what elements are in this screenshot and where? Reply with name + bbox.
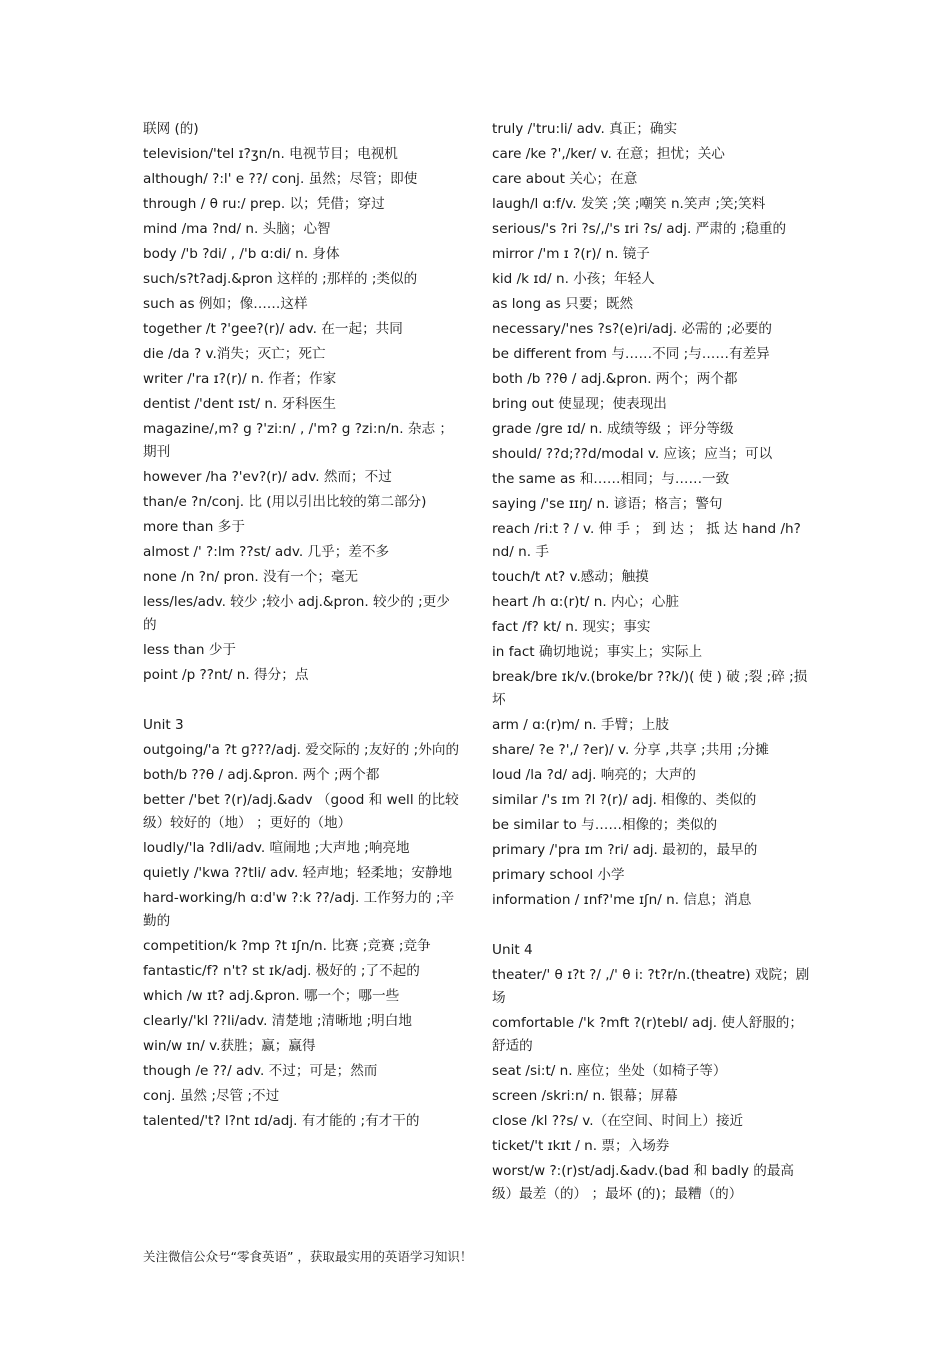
vocab-entry: be similar to 与……相像的；类似的 xyxy=(492,817,718,833)
vocab-entry: competition/k ?mp ?t ɪʃn/n. 比赛 ;竞赛 ;竞争 xyxy=(143,938,431,954)
vocab-entry: more than 多于 xyxy=(143,519,245,535)
vocab-entry: theater/' θ ɪ?t ?/ ,/' θ i: ?t?r/n.(theatre) 戏院；剧场 xyxy=(492,967,810,1006)
vocab-entry: should/ ??d;??d/modal v. 应该；应当；可以 xyxy=(492,446,773,462)
vocab-entry: screen /skri:n/ n. 银幕；屏幕 xyxy=(492,1088,678,1104)
vocab-entry: heart /h ɑ:(r)t/ n. 内心；心脏 xyxy=(492,594,679,610)
vocab-entry: better /'bet ?(r)/adj.&adv （good 和 well 的比较级）较好的（地） ；更好的（地） xyxy=(143,792,459,831)
vocab-entry: mirror /'m ɪ ?(r)/ n. 镜子 xyxy=(492,246,650,262)
vocab-entry: which /w ɪt? adj.&pron. 哪一个；哪一些 xyxy=(143,988,400,1004)
vocab-entry: the same as 和……相同；与……一致 xyxy=(492,471,730,487)
vocab-entry: outgoing/'a ?t ɡ???/adj. 爱交际的 ;友好的 ;外向的 xyxy=(143,742,460,758)
vocab-entry: ticket/'t ɪkɪt / n. 票；入场券 xyxy=(492,1138,670,1154)
vocab-entry: information / ɪnf?'me ɪʃn/ n. 信息；消息 xyxy=(492,892,752,908)
vocab-entry: quietly /'kwa ??tli/ adv. 轻声地；轻柔地；安静地 xyxy=(143,865,453,881)
right-column xyxy=(492,118,810,1208)
vocab-entry: clearly/'kl ??li/adv. 清楚地 ;清晰地 ;明白地 xyxy=(143,1013,412,1029)
vocab-entry: however /ha ?'ev?(r)/ adv. 然而；不过 xyxy=(143,469,392,485)
vocab-entry: truly /'tru:li/ adv. 真正；确实 xyxy=(492,121,678,137)
vocab-entry: hard-working/h ɑ:d'w ?:k ??/adj. 工作努力的 ;辛勤的 xyxy=(143,890,455,929)
vocab-entry: than/e ?n/conj. 比 (用以引出比较的第二部分) xyxy=(143,494,427,510)
vocab-entry: both/b ??θ / adj.&pron. 两个 ;两个都 xyxy=(143,767,380,783)
vocab-entry: conj. 虽然 ;尽管 ;不过 xyxy=(143,1088,280,1104)
vocab-entry: break/bre ɪk/v.(broke/br ??k/)( 使 ) 破 ;裂 ;碎 ;损坏 xyxy=(492,669,808,708)
vocab-entry: television/'tel ɪ?ʒn/n. 电视节目；电视机 xyxy=(143,146,398,162)
vocab-entry: though /e ??/ adv. 不过；可是；然而 xyxy=(143,1063,378,1079)
vocab-entry: touch/t ʌt? v.感动；触摸 xyxy=(492,569,649,585)
vocab-entry: less/les/adv. 较少 ;较小 adj.&pron. 较少的 ;更少的 xyxy=(143,594,450,633)
vocab-entry: die /da ? v.消失；灭亡；死亡 xyxy=(143,346,326,362)
vocab-entry: such as 例如；像……这样 xyxy=(143,296,308,312)
vocab-entry: talented/'t? l?nt ɪd/adj. 有才能的 ;有才干的 xyxy=(143,1113,420,1129)
vocab-entry: writer /'ra ɪ?(r)/ n. 作者；作家 xyxy=(143,371,337,387)
vocab-entry: together /t ?'geе?(r)/ adv. 在一起；共同 xyxy=(143,321,403,337)
vocab-entry: similar /'s ɪm ?l ?(r)/ adj. 相像的、类似的 xyxy=(492,792,757,808)
vocab-entry: care about 关心；在意 xyxy=(492,171,638,187)
vocab-entry: bring out 使显现；使表现出 xyxy=(492,396,667,412)
unit-heading: Unit 3 xyxy=(143,717,184,733)
vocab-entry: grade /gre ɪd/ n. 成绩等级 ；评分等级 xyxy=(492,421,734,437)
vocab-entry: fact /f? kt/ n. 现实；事实 xyxy=(492,619,651,635)
vocab-entry: 联网 (的) xyxy=(143,121,199,137)
vocab-entry: laugh/l ɑ:f/v. 发笑 ;笑 ;嘲笑 n.笑声 ;笑;笑料 xyxy=(492,196,766,212)
vocab-entry: share/ ?e ?',/ ?er)/ v. 分享 ,共享 ;共用 ;分摊 xyxy=(492,742,769,758)
left-column xyxy=(143,118,461,1135)
vocab-entry: in fact 确切地说；事实上；实际上 xyxy=(492,644,703,660)
vocab-entry: loudly/'la ?dli/adv. 喧闹地 ;大声地 ;响亮地 xyxy=(143,840,410,856)
vocab-entry: almost /' ?:lm ??st/ adv. 几乎；差不多 xyxy=(143,544,390,560)
right-spacer xyxy=(492,914,810,939)
vocab-entry: care /ke ?',/ker/ v. 在意；担忧；关心 xyxy=(492,146,725,162)
vocab-entry: point /p ??nt/ n. 得分；点 xyxy=(143,667,309,683)
vocab-entry: be different from 与……不同 ;与……有差异 xyxy=(492,346,770,362)
vocab-entry: such/s?t?adj.&pron 这样的 ;那样的 ;类似的 xyxy=(143,271,418,287)
vocab-entry: serious/'s ?ri ?s/,/'s ɪri ?s/ adj. 严肃的 ;稳重的 xyxy=(492,221,787,237)
vocab-entry: body /'b ?di/ , /'b ɑ:di/ n. 身体 xyxy=(143,246,340,262)
vocab-entry: win/w ɪn/ v.获胜；赢；赢得 xyxy=(143,1038,316,1054)
vocab-entry: through / θ ru:/ prep. 以；凭借；穿过 xyxy=(143,196,385,212)
vocab-entry: less than 少于 xyxy=(143,642,237,658)
vocab-entry: magazine/,m? g ?'zi:n/ , /'m? g ?zi:n/n. 杂志 ；期刊 xyxy=(143,421,453,460)
vocab-entry: primary school 小学 xyxy=(492,867,625,883)
vocab-entry: both /b ??θ / adj.&pron. 两个；两个都 xyxy=(492,371,738,387)
vocab-entry: loud /la ?d/ adj. 响亮的；大声的 xyxy=(492,767,696,783)
vocab-entry: reach /ri:t ? / v. 伸 手 ； 到 达 ； 抵 达 hand /h? nd/ n. 手 xyxy=(492,521,801,560)
vocab-entry: worst/w ?:(r)st/adj.&adv.(bad 和 badly 的最高级）最差（的） ；最坏 (的)；最糟（的） xyxy=(492,1163,795,1202)
vocab-entry: seat /si:t/ n. 座位；坐处（如椅子等） xyxy=(492,1063,727,1079)
vocab-entry: as long as 只要；既然 xyxy=(492,296,634,312)
vocab-entry: kid /k ɪd/ n. 小孩；年轻人 xyxy=(492,271,655,287)
footer-note: 关注微信公众号“零食英语” ，获取最实用的英语学习知识！ xyxy=(143,1249,473,1264)
vocab-entry: dentist /'dent ɪst/ n. 牙科医生 xyxy=(143,396,337,412)
vocab-entry: mind /ma ?nd/ n. 头脑；心智 xyxy=(143,221,331,237)
vocab-entry: close /kl ??s/ v.（在空间、时间上）接近 xyxy=(492,1113,744,1129)
left-spacer xyxy=(143,689,461,714)
vocab-entry: arm / ɑ:(r)m/ n. 手臂；上肢 xyxy=(492,717,669,733)
vocab-entry: primary /'pra ɪm ?ri/ adj. 最初的，最早的 xyxy=(492,842,758,858)
vocab-entry: although/ ?:l' e ??/ conj. 虽然；尽管；即使 xyxy=(143,171,418,187)
vocab-entry: comfortable /'k ?mft ?(r)tebl/ adj. 使人舒服的；舒适的 xyxy=(492,1015,803,1054)
vocab-entry: necessary/'nes ?s?(e)ri/adj. 必需的 ;必要的 xyxy=(492,321,772,337)
vocab-entry: saying /'se ɪɪŋ/ n. 谚语；格言；警句 xyxy=(492,496,723,512)
unit-heading: Unit 4 xyxy=(492,942,533,958)
vocab-entry: none /n ?n/ pron. 没有一个；毫无 xyxy=(143,569,359,585)
vocab-entry: fantastic/f? n't? st ɪk/adj. 极好的 ;了不起的 xyxy=(143,963,420,979)
